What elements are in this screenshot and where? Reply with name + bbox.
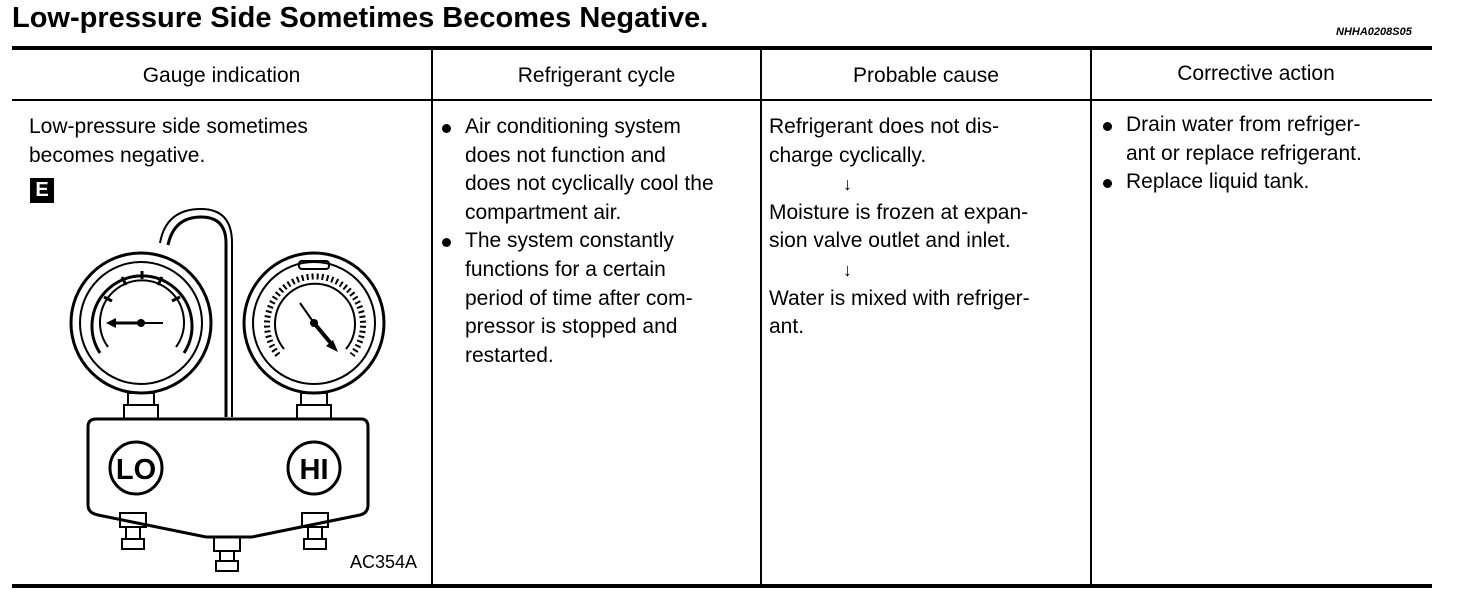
column-divider-1 [431, 50, 433, 584]
header-probable-cause: Probable cause [853, 64, 999, 87]
cycle-line: does not function and [465, 143, 666, 167]
manifold-gauge-figure [56, 205, 416, 575]
cause-line: sion valve outlet and inlet. [769, 229, 1011, 253]
e-badge: E [30, 178, 54, 203]
action-line: Replace liquid tank. [1126, 170, 1310, 194]
down-arrow-icon: ↓ [843, 174, 852, 195]
reference-code: NHHA0208S05 [1336, 26, 1412, 38]
table-bottom-rule [12, 584, 1432, 588]
corrective-action-text [1099, 111, 1362, 197]
cycle-line: compartment air. [465, 200, 622, 224]
gauge-indication-line: Low-pressure side sometimes [29, 115, 308, 138]
table-header-rule [12, 99, 1432, 101]
header-gauge-indication: Gauge indication [142, 64, 301, 87]
cycle-line: period of time after com- [465, 286, 693, 310]
cycle-line: restarted. [465, 343, 554, 367]
probable-cause-text [769, 113, 1030, 342]
figure-code: AC354A [350, 552, 418, 572]
action-line: ant or replace refrigerant. [1126, 141, 1362, 165]
action-bullet-1 [1099, 111, 1362, 168]
cause-line: charge cyclically. [769, 143, 927, 167]
action-line: Drain water from refriger- [1126, 113, 1361, 136]
cycle-line: Air conditioning system [465, 115, 681, 138]
page-title: Low-pressure Side Sometimes Becomes Negative. [12, 2, 709, 34]
cause-line: ant. [769, 315, 805, 339]
cycle-line: The system constantly [465, 229, 674, 253]
cycle-line: functions for a certain [465, 257, 666, 281]
column-divider-3 [1090, 50, 1092, 584]
cycle-line: pressor is stopped and [465, 315, 678, 339]
cycle-bullet-2 [438, 227, 714, 370]
header-refrigerant-cycle: Refrigerant cycle [517, 64, 676, 87]
cycle-line: does not cyclically cool the [465, 172, 714, 196]
table-top-rule [12, 46, 1432, 50]
cause-line: Moisture is frozen at expan- [769, 200, 1029, 224]
cause-line: Refrigerant does not dis- [769, 115, 999, 138]
lo-label: LO [115, 454, 157, 486]
down-arrow-icon: ↓ [843, 259, 852, 280]
header-corrective-action: Corrective action [1177, 62, 1335, 85]
action-bullet-2 [1099, 168, 1362, 197]
gauge-indication-text [29, 113, 308, 170]
hi-label: HI [299, 454, 329, 486]
cycle-bullet-1 [438, 113, 714, 227]
cause-line: Water is mixed with refriger- [769, 286, 1030, 310]
column-divider-2 [760, 50, 762, 584]
refrigerant-cycle-text [438, 113, 714, 370]
gauge-indication-line: becomes negative. [29, 143, 206, 167]
